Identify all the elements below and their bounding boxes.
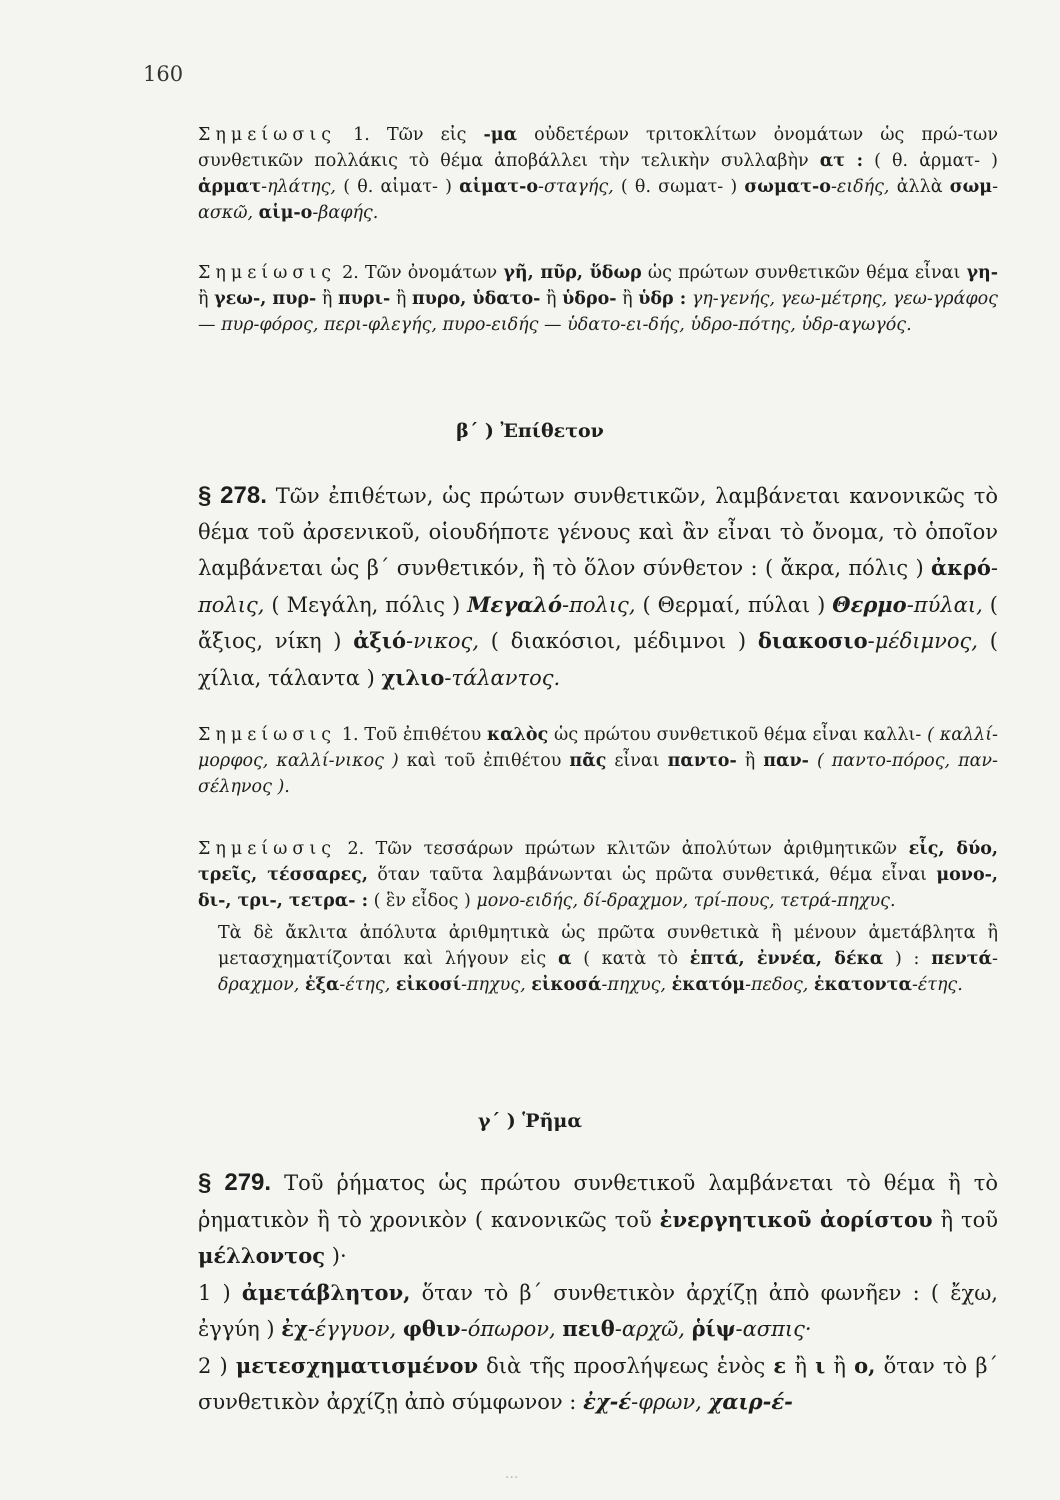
note-label: Σημείωσις	[198, 839, 337, 859]
note-4: Σημείωσις 2. Τῶν τεσσάρων πρώτων κλιτῶν ἀπολύτων ἀριθμητικῶν εἷς, δύο, τρεῖς, τέσσαρες, ὅταν ταῦτα λαμβάνωνται ὡς πρῶτα συνθετικά, θέμα εἶναι μονο-, δι-, τρι-, τετρα- : ( ἓν εἶδος ) μονο-ειδής, δί-δραχμον, τρί-πους, τετρά-πηχυς. Τὰ δὲ ἄκλιτα ἀπόλυτα ἀριθμητικὰ ὡς πρῶτα συνθετικὰ ἢ μένουν ἀμετάβλητα ἢ μετασχηματίζονται καὶ λήγουν εἰς α ( κατὰ τὸ ἑπτά, ἐννέα, δέκα ) : πεντά-δραχμον, ἑξα-έτης, εἰκοσί-πηχυς, εἰκοσά-πηχυς, ἑκατόμ-πεδος, ἑκατοντα-έτης.	[198, 839, 998, 995]
section-heading-verb: γ΄ ) Ῥῆμα	[478, 1110, 582, 1132]
list-item: 2 ) μετεσχηματισμένον διὰ τῆς προσλήψεως ἑνὸς ε ἢ ι ἢ ο, ὅταν τὸ β΄ συνθετικὸν ἀρχίζῃ ἀπὸ σύμφωνον : ἐχ-έ-φρων, χαιρ-έ-	[198, 1352, 998, 1414]
section-number: § 278.	[198, 482, 267, 509]
section-number: § 279.	[198, 1169, 272, 1196]
section-278: § 278. Τῶν ἐπιθέτων, ὡς πρώτων συνθετικῶν, λαμβάνεται κανονικῶς τὸ θέμα τοῦ ἀρσενικοῦ, οἱουδήποτε γένους καὶ ἂν εἶναι τὸ ὄνομα, τὸ ὁποῖον λαμβάνεται ὡς β΄ συνθετικόν, ἢ τὸ ὅλον σύνθετον : ( ἄκρα, πόλις ) ἀκρό-πολις, ( Μεγάλη, πόλις ) Μεγαλό-πολις, ( Θερμαί, πύλαι ) Θερμο-πύλαι, ( ἄξιος, νίκη ) ἀξιό-νικος, ( διακόσιοι, μέδιμνοι ) διακοσιο-μέδιμνος, ( χίλια, τάλαντα ) χιλιο-τάλαντος.	[198, 482, 998, 690]
section-279: § 279. Τοῦ ῥήματος ὡς πρώτου συνθετικοῦ λαμβάνεται τὸ θέμα ἢ τὸ ῥηματικὸν ἢ τὸ χρονικὸν ( κανονικῶς τοῦ ἐνεργητικοῦ ἀορίστου ἢ τοῦ μέλλοντος )· 1 ) ἀμετάβλητον, ὅταν τὸ β΄ συνθετικὸν ἀρχίζῃ ἀπὸ φωνῆεν : ( ἔχω, ἐγγύη ) ἐχ-έγγυον, φθιν-όπωρον, πειθ-αρχῶ, ῥίψ-ασπις· 2 ) μετεσχηματισμένον διὰ τῆς προσλήψεως ἑνὸς ε ἢ ι ἢ ο, ὅταν τὸ β΄ συνθετικὸν ἀρχίζῃ ἀπὸ σύμφωνον : ἐχ-έ-φρων, χαιρ-έ-	[138, 1165, 998, 1421]
note-label: Σημείωσις	[198, 725, 337, 745]
list-item: 1 ) ἀμετάβλητον, ὅταν τὸ β΄ συνθετικὸν ἀρχίζῃ ἀπὸ φωνῆεν : ( ἔχω, ἐγγύη ) ἐχ-έγγυον, φθιν-όπωρον, πειθ-αρχῶ, ῥίψ-ασπις·	[198, 1279, 998, 1341]
note-1: Σημείωσις 1. Τῶν εἰς -μα οὐδετέρων τριτοκλίτων ὀνομάτων ὡς πρώ-των συνθετικῶν πολλάκις τὸ θέμα ἀποβάλλει τὴν τελικὴν συλλαβὴν ατ : ( θ. ἁρματ- ) ἁρματ-ηλάτης, ( θ. αἱματ- ) αἱματ-ο-σταγής, ( θ. σωματ- ) σωματ-ο-ειδής, ἀλλὰ σωμ-ασκῶ, αἱμ-ο-βαφής.	[198, 125, 998, 223]
note-2: Σημείωσις 2. Τῶν ὀνομάτων γῆ, πῦρ, ὕδωρ ὡς πρώτων συνθετικῶν θέμα εἶναι γη- ἢ γεω-, πυρ- ἢ πυρι- ἢ πυρο, ὑδατο- ἢ ὑδρο- ἢ ὑδρ : γη-γενής, γεω-μέτρης, γεω-γράφος — πυρ-φόρος, περι-φλεγής, πυρο-ειδής — ὑδατο-ει-δής, ὑδρο-πότης, ὑδρ-αγωγός.	[198, 263, 998, 335]
note-label: Σημείωσις	[198, 125, 337, 145]
note-3: Σημείωσις 1. Τοῦ ἐπιθέτου καλὸς ὡς πρώτου συνθετικοῦ θέμα εἶναι καλλι- ( καλλί-μορφος, καλλί-νικος ) καὶ τοῦ ἐπιθέτου πᾶς εἶναι παντο- ἢ παν- ( παντο-πόρος, παν-σέληνος ).	[198, 725, 998, 797]
page-number: 160	[143, 62, 184, 86]
note-label: Σημείωσις	[198, 263, 337, 283]
page-mark: ···	[505, 1470, 519, 1486]
section-heading-adjective: β΄ ) Ἐπίθετον	[456, 420, 604, 442]
